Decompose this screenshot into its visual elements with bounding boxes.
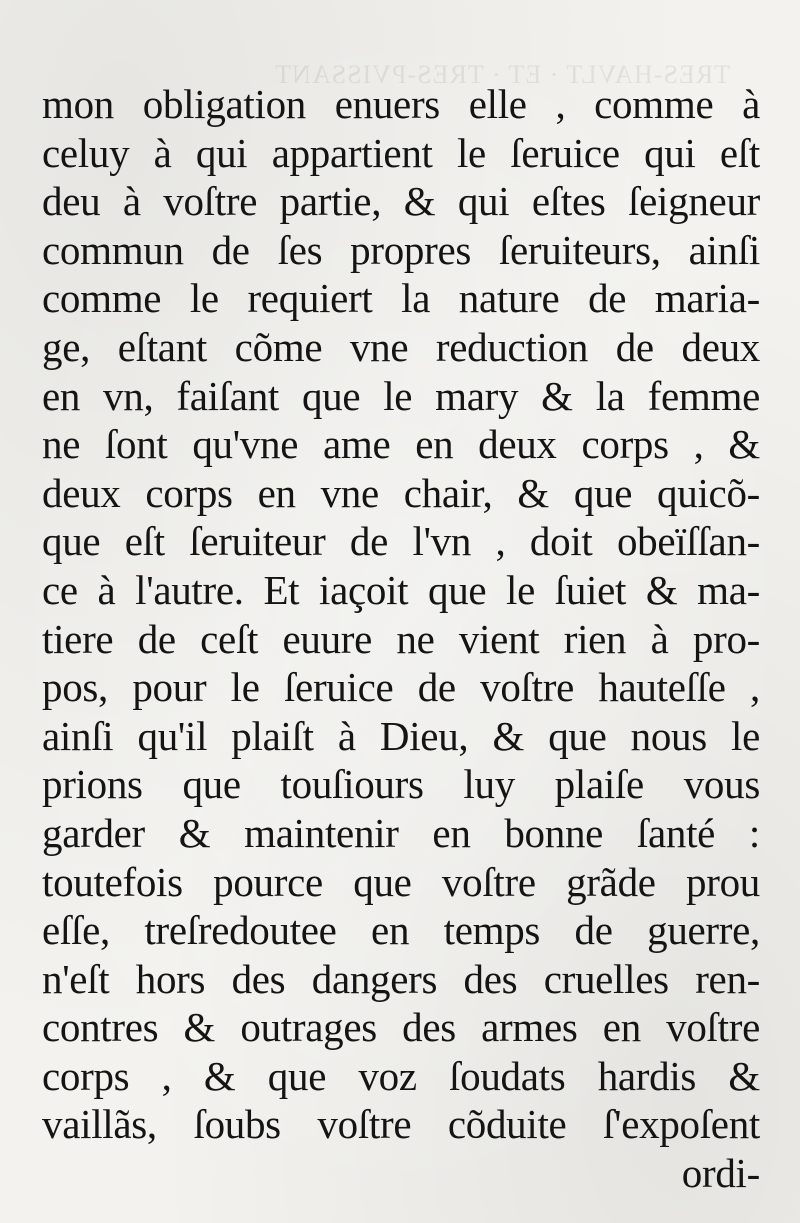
text-line: n'eſt hors des dangers des cruelles ren- — [42, 955, 760, 1002]
text-line: que eſt ſeruiteur de l'vn , doit obeïſſan- — [42, 518, 760, 565]
text-line: en vn, faiſant que le mary & la femme — [42, 372, 760, 419]
text-line: ne ſont qu'vne ame en deux corps , & — [42, 421, 760, 468]
text-line: vaillãs, ſoubs voſtre cõduite ſ'expoſent — [42, 1101, 760, 1148]
text-line: prions que touſiours luy plaiſe vous — [42, 761, 760, 808]
text-line: eſſe, treſredoutee en temps de guerre, — [42, 907, 760, 954]
text-line: corps , & que voz ſoudats hardis & — [42, 1052, 760, 1099]
text-line: commun de ſes propres ſeruiteurs, ainſi — [42, 226, 760, 273]
text-line: deu à voſtre partie, & qui eſtes ſeigneur — [42, 178, 760, 225]
catchword: ordi- — [681, 1150, 760, 1197]
text-line: pos, pour le ſeruice de voſtre hauteſſe , — [42, 664, 760, 711]
text-line: deux corps en vne chair, & que quicõ- — [42, 469, 760, 516]
text-line: comme le requiert la nature de maria- — [42, 275, 760, 322]
text-line: garder & maintenir en bonne ſanté : — [42, 809, 760, 856]
text-line: mon obligation enuers elle , comme à — [42, 81, 760, 127]
text-line: ge, eſtant cõme vne reduction de deux — [42, 323, 760, 370]
show-through-text: TRES-HAVLT · ET · TRES-PVISSANT — [274, 60, 730, 89]
text-line: celuy à qui appartient le ſeruice qui eſt — [42, 129, 760, 176]
body-text — [42, 80, 760, 1198]
text-line: toutefois pource que voſtre grãde prou — [42, 858, 760, 905]
text-line: ainſi qu'il plaiſt à Dieu, & que nous le — [42, 712, 760, 759]
text-line: contres & outrages des armes en voſtre — [42, 1004, 760, 1051]
text-line: tiere de ceſt euure ne vient rien à pro- — [42, 615, 760, 662]
text-line: ce à l'autre. Et iaçoit que le ſuiet & ma- — [42, 566, 760, 613]
